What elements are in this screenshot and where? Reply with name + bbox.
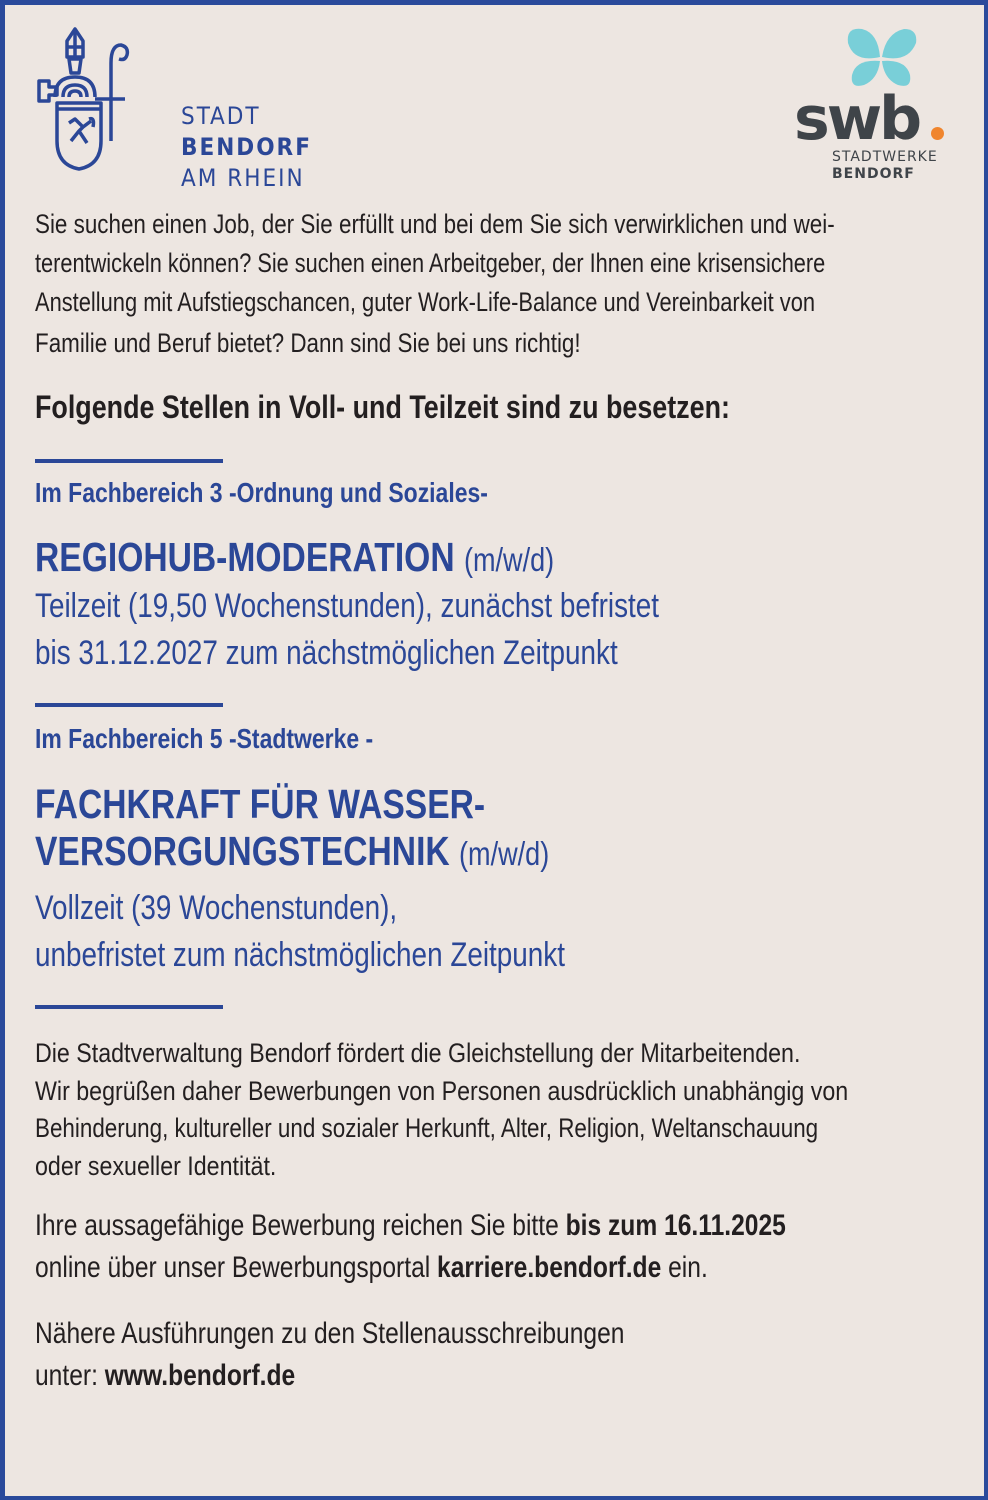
job-1-title: [35, 533, 554, 584]
divider: [35, 1005, 223, 1009]
divider: [35, 703, 223, 707]
utility-name: [832, 149, 938, 183]
application-text: Ihre aussagefähige Bewerbung reichen Sie bitte: [35, 1209, 566, 1242]
job-1-department: Im Fachbereich 3 -Ordnung und Soziales-: [35, 477, 488, 508]
job-2-title: [35, 780, 549, 878]
intro-paragraph: [35, 205, 988, 363]
job-1-gender-suffix: (m/w/d): [463, 541, 555, 578]
job-1-details: [35, 583, 659, 677]
job-2-department: Im Fachbereich 5 -Stadtwerke -: [35, 723, 374, 754]
job-1-title-text: REGIOHUB-MODERATION: [35, 534, 455, 580]
equality-line: Die Stadtverwaltung Bendorf fördert die Gleichstellung der Mitarbeitenden.: [35, 1038, 801, 1068]
job-2-title-line-1: FACHKRAFT FÜR WASSER-: [35, 781, 486, 827]
swb-stadtwerke-logo: [790, 23, 965, 193]
application-deadline: bis zum 16.11.2025: [565, 1209, 786, 1242]
job-1-detail-line: bis 31.12.2027 zum nächstmöglichen Zeitpunkt: [35, 634, 618, 672]
application-text: ein.: [661, 1251, 708, 1284]
more-info: [35, 1313, 624, 1397]
job-2-details: [35, 885, 565, 979]
positions-heading: Folgende Stellen in Voll- und Teilzeit sind zu besetzen:: [35, 389, 730, 425]
utility-line-2: BENDORF: [832, 166, 915, 182]
job-2-detail-line: Vollzeit (39 Wochenstunden),: [35, 889, 398, 927]
utility-line-1: STADTWERKE: [832, 149, 938, 165]
more-info-text: Nähere Ausführungen zu den Stellenausschreibungen: [35, 1317, 625, 1350]
orange-dot-icon: [931, 127, 944, 140]
stadt-bendorf-logo: [35, 23, 312, 192]
equality-line: oder sexueller Identität.: [35, 1150, 277, 1181]
website-link[interactable]: www.bendorf.de: [104, 1359, 296, 1392]
swb-wordmark: swb: [794, 84, 920, 154]
city-line-3: AM RHEIN: [181, 164, 305, 192]
city-line-2: BENDORF: [181, 133, 312, 161]
application-info: [35, 1205, 786, 1289]
job-2-detail-line: unbefristet zum nächstmöglichen Zeitpunkt: [35, 936, 566, 974]
application-text: online über unser Bewerbungsportal: [35, 1251, 438, 1284]
city-line-1: STADT: [181, 102, 261, 130]
job-1-detail-line: Teilzeit (19,50 Wochenstunden), zunächst befristet: [35, 587, 660, 625]
job-2-title-line-2: VERSORGUNGSTECHNIK: [35, 828, 450, 874]
bishop-coat-of-arms-icon: [35, 23, 135, 171]
equality-line: Behinderung, kultureller und sozialer Herkunft, Alter, Religion, Weltanschauung: [35, 1113, 819, 1143]
intro-line: Familie und Beruf bietet? Dann sind Sie bei uns richtig!: [35, 328, 581, 358]
more-info-prefix: unter:: [35, 1359, 105, 1392]
divider: [35, 459, 223, 463]
city-name: [181, 101, 312, 194]
intro-line: Anstellung mit Aufstiegschancen, guter Work-Life-Balance und Vereinbarkeit von: [35, 287, 816, 317]
intro-line: terentwickeln können? Sie suchen einen Arbeitgeber, der Ihnen eine krisensichere: [35, 248, 826, 278]
equality-line: Wir begrüßen daher Bewerbungen von Personen ausdrücklich unabhängig von: [35, 1075, 849, 1106]
portal-link[interactable]: karriere.bendorf.de: [437, 1251, 662, 1284]
equality-statement: [35, 1035, 981, 1185]
intro-line: Sie suchen einen Job, der Sie erfüllt und bei dem Sie sich verwirklichen und wei-: [35, 209, 835, 239]
job-2-gender-suffix: (m/w/d): [459, 835, 550, 872]
